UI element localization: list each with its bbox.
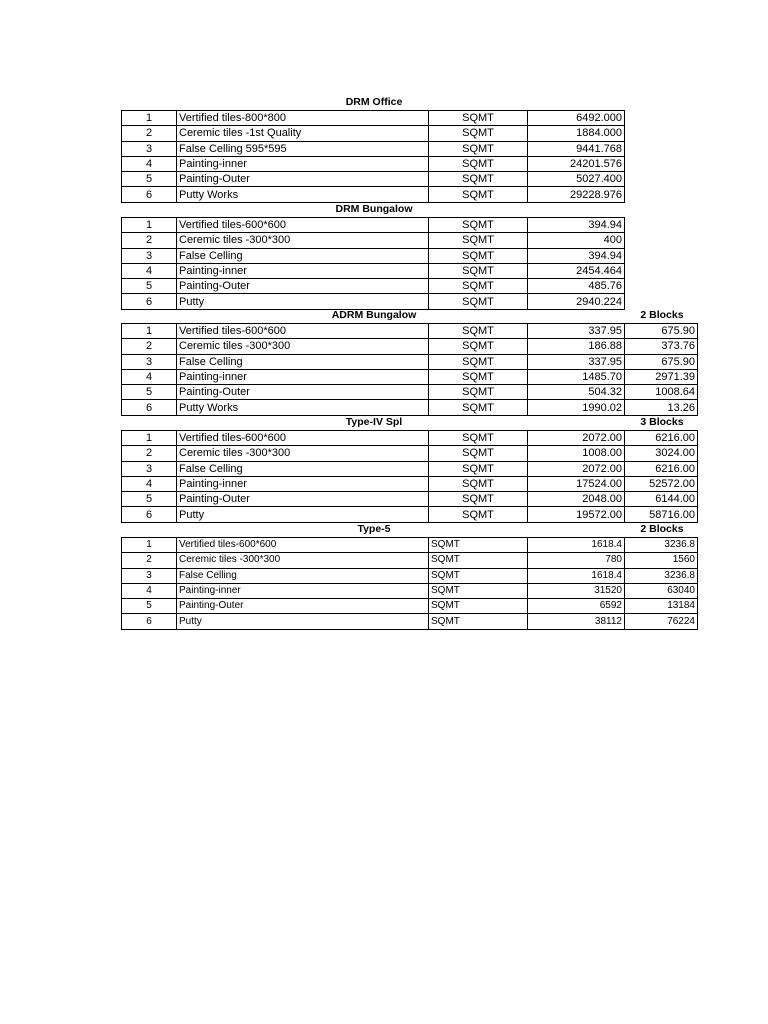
section-table-adrm-bungalow bbox=[121, 323, 698, 416]
table-row bbox=[122, 568, 698, 583]
row-number: 2 bbox=[122, 446, 177, 461]
row-number: 1 bbox=[122, 218, 177, 233]
row-number: 4 bbox=[122, 263, 177, 278]
total-quantity: 6216.00 bbox=[625, 431, 698, 446]
item-name: Putty bbox=[177, 614, 429, 629]
quantity: 17524.00 bbox=[528, 476, 625, 491]
item-name: Ceremic tiles -300*300 bbox=[177, 553, 429, 568]
item-name: Painting-inner bbox=[177, 476, 429, 491]
row-number: 2 bbox=[122, 233, 177, 248]
quantity: 29228.976 bbox=[528, 187, 625, 202]
total-quantity: 1008.64 bbox=[625, 385, 698, 400]
total-quantity: 3024.00 bbox=[625, 446, 698, 461]
table-row bbox=[122, 507, 698, 522]
row-number: 4 bbox=[122, 583, 177, 598]
total-quantity: 13.26 bbox=[625, 400, 698, 415]
unit: SQMT bbox=[429, 324, 528, 339]
item-name: Painting-inner bbox=[177, 583, 429, 598]
table-row bbox=[122, 400, 698, 415]
row-number: 6 bbox=[122, 187, 177, 202]
quantity: 9441.768 bbox=[528, 141, 625, 156]
row-number: 3 bbox=[122, 248, 177, 263]
table-row bbox=[122, 583, 698, 598]
table-row bbox=[122, 156, 625, 171]
total-quantity: 675.90 bbox=[625, 324, 698, 339]
quantity: 19572.00 bbox=[528, 507, 625, 522]
unit: SQMT bbox=[429, 111, 528, 126]
section-table-drm-bungalow bbox=[121, 217, 625, 310]
row-number: 5 bbox=[122, 172, 177, 187]
table-row bbox=[122, 233, 625, 248]
table-row bbox=[122, 263, 625, 278]
row-number: 3 bbox=[122, 354, 177, 369]
table-row bbox=[122, 279, 625, 294]
item-name: Ceremic tiles -1st Quality bbox=[177, 126, 429, 141]
row-number: 5 bbox=[122, 599, 177, 614]
block-count: 2 Blocks bbox=[640, 309, 684, 321]
quantity: 6492.000 bbox=[528, 111, 625, 126]
item-name: Painting-inner bbox=[177, 369, 429, 384]
section-title: DRM Bungalow bbox=[335, 203, 413, 215]
unit: SQMT bbox=[429, 172, 528, 187]
row-number: 6 bbox=[122, 614, 177, 629]
table-row bbox=[122, 385, 698, 400]
item-name: False Celling bbox=[177, 568, 429, 583]
row-number: 3 bbox=[122, 568, 177, 583]
unit: SQMT bbox=[429, 446, 528, 461]
quantity: 2454.464 bbox=[528, 263, 625, 278]
table-row bbox=[122, 218, 625, 233]
unit: SQMT bbox=[429, 507, 528, 522]
block-count: 3 Blocks bbox=[640, 416, 684, 428]
block-count: 2 Blocks bbox=[640, 523, 684, 535]
table-row bbox=[122, 248, 625, 263]
item-name: False Celling 595*595 bbox=[177, 141, 429, 156]
total-quantity: 58716.00 bbox=[625, 507, 698, 522]
row-number: 1 bbox=[122, 431, 177, 446]
total-quantity: 63040 bbox=[625, 583, 698, 598]
quantity: 504.32 bbox=[528, 385, 625, 400]
quantity: 2940.224 bbox=[528, 294, 625, 309]
unit: SQMT bbox=[429, 126, 528, 141]
unit: SQMT bbox=[429, 279, 528, 294]
quantity: 6592 bbox=[528, 599, 625, 614]
unit: SQMT bbox=[429, 568, 528, 583]
row-number: 5 bbox=[122, 279, 177, 294]
item-name: Putty bbox=[177, 294, 429, 309]
quantity: 38112 bbox=[528, 614, 625, 629]
item-name: Painting-Outer bbox=[177, 172, 429, 187]
table-row bbox=[122, 599, 698, 614]
quantity: 337.95 bbox=[528, 324, 625, 339]
item-name: Painting-Outer bbox=[177, 385, 429, 400]
quantity: 1008.00 bbox=[528, 446, 625, 461]
row-number: 2 bbox=[122, 553, 177, 568]
unit: SQMT bbox=[429, 400, 528, 415]
row-number: 3 bbox=[122, 141, 177, 156]
quantity: 2072.00 bbox=[528, 461, 625, 476]
unit: SQMT bbox=[429, 583, 528, 598]
row-number: 3 bbox=[122, 461, 177, 476]
item-name: Ceremic tiles -300*300 bbox=[177, 446, 429, 461]
quantity: 1618.4 bbox=[528, 538, 625, 553]
unit: SQMT bbox=[429, 538, 528, 553]
quantity: 394.94 bbox=[528, 248, 625, 263]
total-quantity: 52572.00 bbox=[625, 476, 698, 491]
unit: SQMT bbox=[429, 339, 528, 354]
item-name: Vertified tiles-600*600 bbox=[177, 431, 429, 446]
table-row bbox=[122, 324, 698, 339]
table-row bbox=[122, 369, 698, 384]
row-number: 6 bbox=[122, 507, 177, 522]
total-quantity: 2971.39 bbox=[625, 369, 698, 384]
total-quantity: 3236.8 bbox=[625, 568, 698, 583]
table-row bbox=[122, 187, 625, 202]
table-row bbox=[122, 538, 698, 553]
quantity: 1618.4 bbox=[528, 568, 625, 583]
total-quantity: 3236.8 bbox=[625, 538, 698, 553]
row-number: 5 bbox=[122, 385, 177, 400]
unit: SQMT bbox=[429, 431, 528, 446]
table-row bbox=[122, 431, 698, 446]
unit: SQMT bbox=[429, 218, 528, 233]
row-number: 2 bbox=[122, 126, 177, 141]
total-quantity: 13184 bbox=[625, 599, 698, 614]
quantity: 24201.576 bbox=[528, 156, 625, 171]
item-name: False Celling bbox=[177, 354, 429, 369]
table-row bbox=[122, 461, 698, 476]
item-name: Vertified tiles-600*600 bbox=[177, 324, 429, 339]
quantity: 2048.00 bbox=[528, 492, 625, 507]
item-name: Putty Works bbox=[177, 400, 429, 415]
unit: SQMT bbox=[429, 294, 528, 309]
item-name: Painting-Outer bbox=[177, 492, 429, 507]
table-row bbox=[122, 339, 698, 354]
table-row bbox=[122, 111, 625, 126]
unit: SQMT bbox=[429, 156, 528, 171]
row-number: 6 bbox=[122, 400, 177, 415]
item-name: Putty bbox=[177, 507, 429, 522]
table-row bbox=[122, 553, 698, 568]
row-number: 4 bbox=[122, 476, 177, 491]
total-quantity: 6216.00 bbox=[625, 461, 698, 476]
item-name: Painting-inner bbox=[177, 263, 429, 278]
quantity: 337.95 bbox=[528, 354, 625, 369]
quantity: 394.94 bbox=[528, 218, 625, 233]
section-table-type-5 bbox=[121, 537, 698, 630]
section-table-type-iv-spl bbox=[121, 430, 698, 523]
quantity: 1884.000 bbox=[528, 126, 625, 141]
table-row bbox=[122, 446, 698, 461]
table-row bbox=[122, 614, 698, 629]
row-number: 2 bbox=[122, 339, 177, 354]
total-quantity: 6144.00 bbox=[625, 492, 698, 507]
item-name: Painting-inner bbox=[177, 156, 429, 171]
unit: SQMT bbox=[429, 369, 528, 384]
item-name: Painting-Outer bbox=[177, 599, 429, 614]
quantity: 400 bbox=[528, 233, 625, 248]
unit: SQMT bbox=[429, 248, 528, 263]
row-number: 6 bbox=[122, 294, 177, 309]
item-name: Vertified tiles-600*600 bbox=[177, 218, 429, 233]
total-quantity: 1560 bbox=[625, 553, 698, 568]
quantity: 1990.02 bbox=[528, 400, 625, 415]
quantity: 2072.00 bbox=[528, 431, 625, 446]
table-row bbox=[122, 172, 625, 187]
quantity: 485.76 bbox=[528, 279, 625, 294]
unit: SQMT bbox=[429, 461, 528, 476]
row-number: 5 bbox=[122, 492, 177, 507]
section-table-drm-office bbox=[121, 110, 625, 203]
item-name: Ceremic tiles -300*300 bbox=[177, 233, 429, 248]
row-number: 1 bbox=[122, 324, 177, 339]
item-name: Putty Works bbox=[177, 187, 429, 202]
row-number: 4 bbox=[122, 369, 177, 384]
total-quantity: 76224 bbox=[625, 614, 698, 629]
total-quantity: 373.76 bbox=[625, 339, 698, 354]
quantity: 5027.400 bbox=[528, 172, 625, 187]
unit: SQMT bbox=[429, 263, 528, 278]
unit: SQMT bbox=[429, 492, 528, 507]
section-title: Type-IV Spl bbox=[345, 416, 403, 428]
quantity: 31520 bbox=[528, 583, 625, 598]
item-name: Vertified tiles-600*600 bbox=[177, 538, 429, 553]
item-name: Vertified tiles-800*800 bbox=[177, 111, 429, 126]
unit: SQMT bbox=[429, 614, 528, 629]
table-row bbox=[122, 476, 698, 491]
unit: SQMT bbox=[429, 599, 528, 614]
quantity: 186.88 bbox=[528, 339, 625, 354]
quantity: 780 bbox=[528, 553, 625, 568]
unit: SQMT bbox=[429, 233, 528, 248]
table-row bbox=[122, 126, 625, 141]
unit: SQMT bbox=[429, 553, 528, 568]
unit: SQMT bbox=[429, 385, 528, 400]
quantity: 1485.70 bbox=[528, 369, 625, 384]
item-name: False Celling bbox=[177, 461, 429, 476]
table-row bbox=[122, 294, 625, 309]
section-title: Type-5 bbox=[357, 523, 391, 535]
total-quantity: 675.90 bbox=[625, 354, 698, 369]
unit: SQMT bbox=[429, 354, 528, 369]
row-number: 1 bbox=[122, 111, 177, 126]
table-row bbox=[122, 354, 698, 369]
section-title: ADRM Bungalow bbox=[331, 309, 417, 321]
unit: SQMT bbox=[429, 141, 528, 156]
unit: SQMT bbox=[429, 187, 528, 202]
table-row bbox=[122, 492, 698, 507]
section-title: DRM Office bbox=[345, 96, 403, 108]
item-name: Painting-Outer bbox=[177, 279, 429, 294]
unit: SQMT bbox=[429, 476, 528, 491]
row-number: 4 bbox=[122, 156, 177, 171]
row-number: 1 bbox=[122, 538, 177, 553]
item-name: Ceremic tiles -300*300 bbox=[177, 339, 429, 354]
item-name: False Celling bbox=[177, 248, 429, 263]
table-row bbox=[122, 141, 625, 156]
